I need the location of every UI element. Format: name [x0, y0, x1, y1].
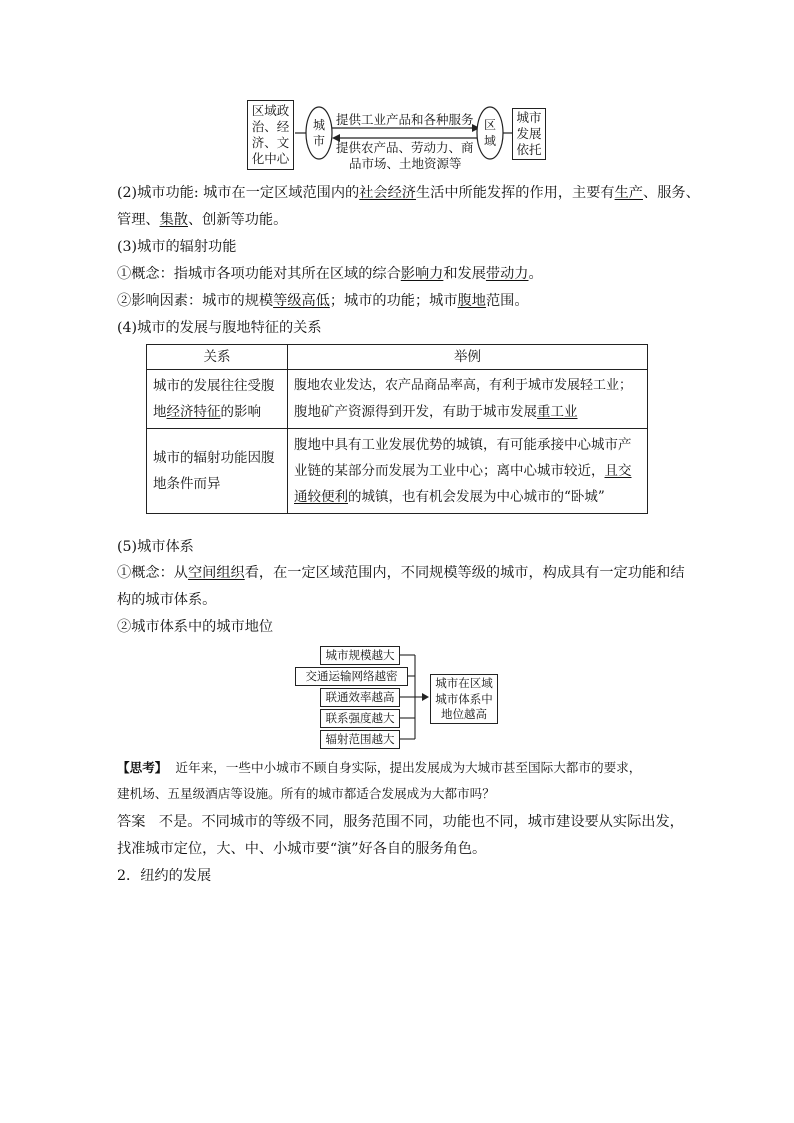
oval-char: 城	[312, 118, 325, 132]
underlined-term: 且交	[604, 463, 632, 479]
underlined-term: 腹地	[457, 293, 486, 309]
text: 、创新等功能。	[187, 212, 288, 228]
radiation-title: (3)城市的辐射功能	[117, 239, 237, 255]
bottom-arrow-text	[336, 140, 474, 172]
city-system-concept-2: 构的城市体系。	[117, 592, 217, 608]
think-label: 【思考】	[117, 760, 168, 775]
text: ①概念：指城市各项功能对其所在区域的综合	[117, 266, 401, 282]
text: 范围。	[485, 293, 529, 309]
box-line: 治、经	[251, 119, 290, 134]
text: 的影响	[220, 404, 261, 420]
radiation-concept	[117, 264, 543, 284]
text: 的城镇，也有机会发展为中心城市的“卧城”	[348, 489, 605, 505]
box-line: 城市	[516, 110, 542, 125]
city-oval-label	[312, 117, 326, 149]
status-factor-box: 联系强度越大	[320, 709, 400, 728]
region-oval-label	[483, 117, 497, 149]
section-2-heading: 2．纽约的发展	[117, 868, 212, 884]
answer-line-2: 找准城市定位，大、中、小城市要“演”好各自的服务角色。	[117, 841, 487, 857]
underlined-term: 生产	[614, 185, 643, 201]
text: ；城市的功能；城市	[329, 293, 458, 309]
text: ②影响因素：城市的规模	[117, 293, 274, 309]
text: 管理、	[117, 212, 160, 228]
bottom-arrow-text-line: 品市场、土地资源等	[349, 156, 462, 171]
status-result-box	[430, 674, 498, 724]
radiation-factors	[117, 291, 529, 311]
city-system-concept-1	[117, 563, 685, 583]
think-question-1	[117, 759, 641, 777]
result-line: 城市体系中	[435, 691, 493, 706]
text: 生活中所能发挥的作用，主要有	[415, 185, 615, 201]
city-function-line-1	[117, 183, 700, 203]
cell-line: 地条件而异	[153, 476, 221, 492]
text: (2)城市功能: 城市在一定区域范围内的	[117, 185, 360, 201]
status-factor-box: 交通运输网络越密	[295, 667, 408, 686]
box-line: 依托	[516, 142, 542, 157]
underlined-term: 社会经济	[359, 185, 416, 201]
text: ①概念：从	[117, 565, 188, 581]
cell-line	[294, 458, 641, 484]
text: 业链的某部分而发展为工业中心；离中心城市较近，	[294, 463, 605, 479]
city-function-line-2	[117, 210, 287, 230]
city-system-title: (5)城市体系	[117, 539, 194, 555]
oval-char: 域	[483, 134, 496, 148]
think-question-2: 建机场、五星级酒店等设施。所有的城市都适合发展成为大都市吗？	[117, 786, 495, 801]
answer-label: 答案	[117, 814, 146, 830]
underlined-term: 影响力	[400, 266, 444, 282]
answer-line-1	[117, 812, 684, 832]
underlined-term: 带动力	[485, 266, 529, 282]
box-line: 区域政	[251, 103, 290, 118]
table-row	[147, 429, 648, 514]
text: 。	[528, 266, 543, 282]
cell-line: 城市的辐射功能因腹	[153, 450, 275, 466]
cell-line: 城市的发展往往受腹	[153, 378, 275, 394]
text: 看，在一定区域范围内，不同规模等级的城市，构成具有一定功能和结	[244, 565, 685, 581]
cell-line	[294, 484, 641, 510]
bottom-arrow-text-line: 提供农产品、劳动力、商	[336, 140, 474, 155]
box-line: 济、文	[251, 135, 290, 150]
text: 和发展	[443, 266, 486, 282]
hinterland-table	[146, 344, 648, 514]
underlined-term: 空间组织	[187, 565, 245, 581]
text: 不是。不同城市的等级不同，服务范围不同，功能也不同，城市建设要从实际出发，	[158, 814, 684, 830]
oval-char: 区	[483, 118, 496, 132]
underlined-term: 等级高低	[273, 293, 330, 309]
underlined-term: 经济特征	[166, 404, 221, 420]
table-row	[147, 370, 648, 429]
underlined-term: 通较便利	[294, 489, 348, 505]
status-factor-box: 联通效率越高	[320, 688, 400, 707]
text: 近年来，一些中小城市不顾自身实际，提出发展成为大城市甚至国际大都市的要求，	[175, 760, 642, 775]
text: 、服务、	[643, 185, 700, 201]
table-cell	[147, 429, 288, 514]
table-header-row	[147, 345, 648, 370]
top-arrow-text: 提供工业产品和各种服务	[336, 112, 474, 127]
table-cell	[288, 429, 648, 514]
result-line: 地位越高	[441, 707, 487, 721]
column-header: 举例	[288, 345, 648, 370]
city-development-box	[512, 108, 546, 160]
city-status-title: ②城市体系中的城市地位	[117, 619, 274, 635]
table-cell	[288, 370, 648, 429]
table-cell	[147, 370, 288, 429]
text: 地	[153, 404, 167, 420]
cell-line: 腹地农业发达，农产品商品率高，有利于城市发展轻工业；	[294, 378, 633, 393]
cell-line	[294, 399, 641, 425]
hinterland-title: (4)城市的发展与腹地特征的关系	[117, 320, 322, 336]
oval-char: 市	[312, 134, 325, 148]
status-factor-box: 城市规模越大	[320, 646, 400, 665]
result-line: 城市在区域	[435, 676, 493, 690]
underlined-term: 集散	[159, 212, 188, 228]
cell-line: 腹地中具有工业发展优势的城镇，有可能承接中心城市产	[294, 437, 632, 453]
box-line: 化中心	[251, 151, 290, 166]
cell-line	[153, 399, 281, 425]
box-line: 发展	[516, 126, 542, 141]
text: 腹地矿产资源得到开发，有助于城市发展	[294, 404, 537, 420]
column-header: 关系	[147, 345, 288, 370]
underlined-term: 重工业	[537, 404, 578, 420]
status-factor-box: 辐射范围越大	[320, 730, 400, 749]
